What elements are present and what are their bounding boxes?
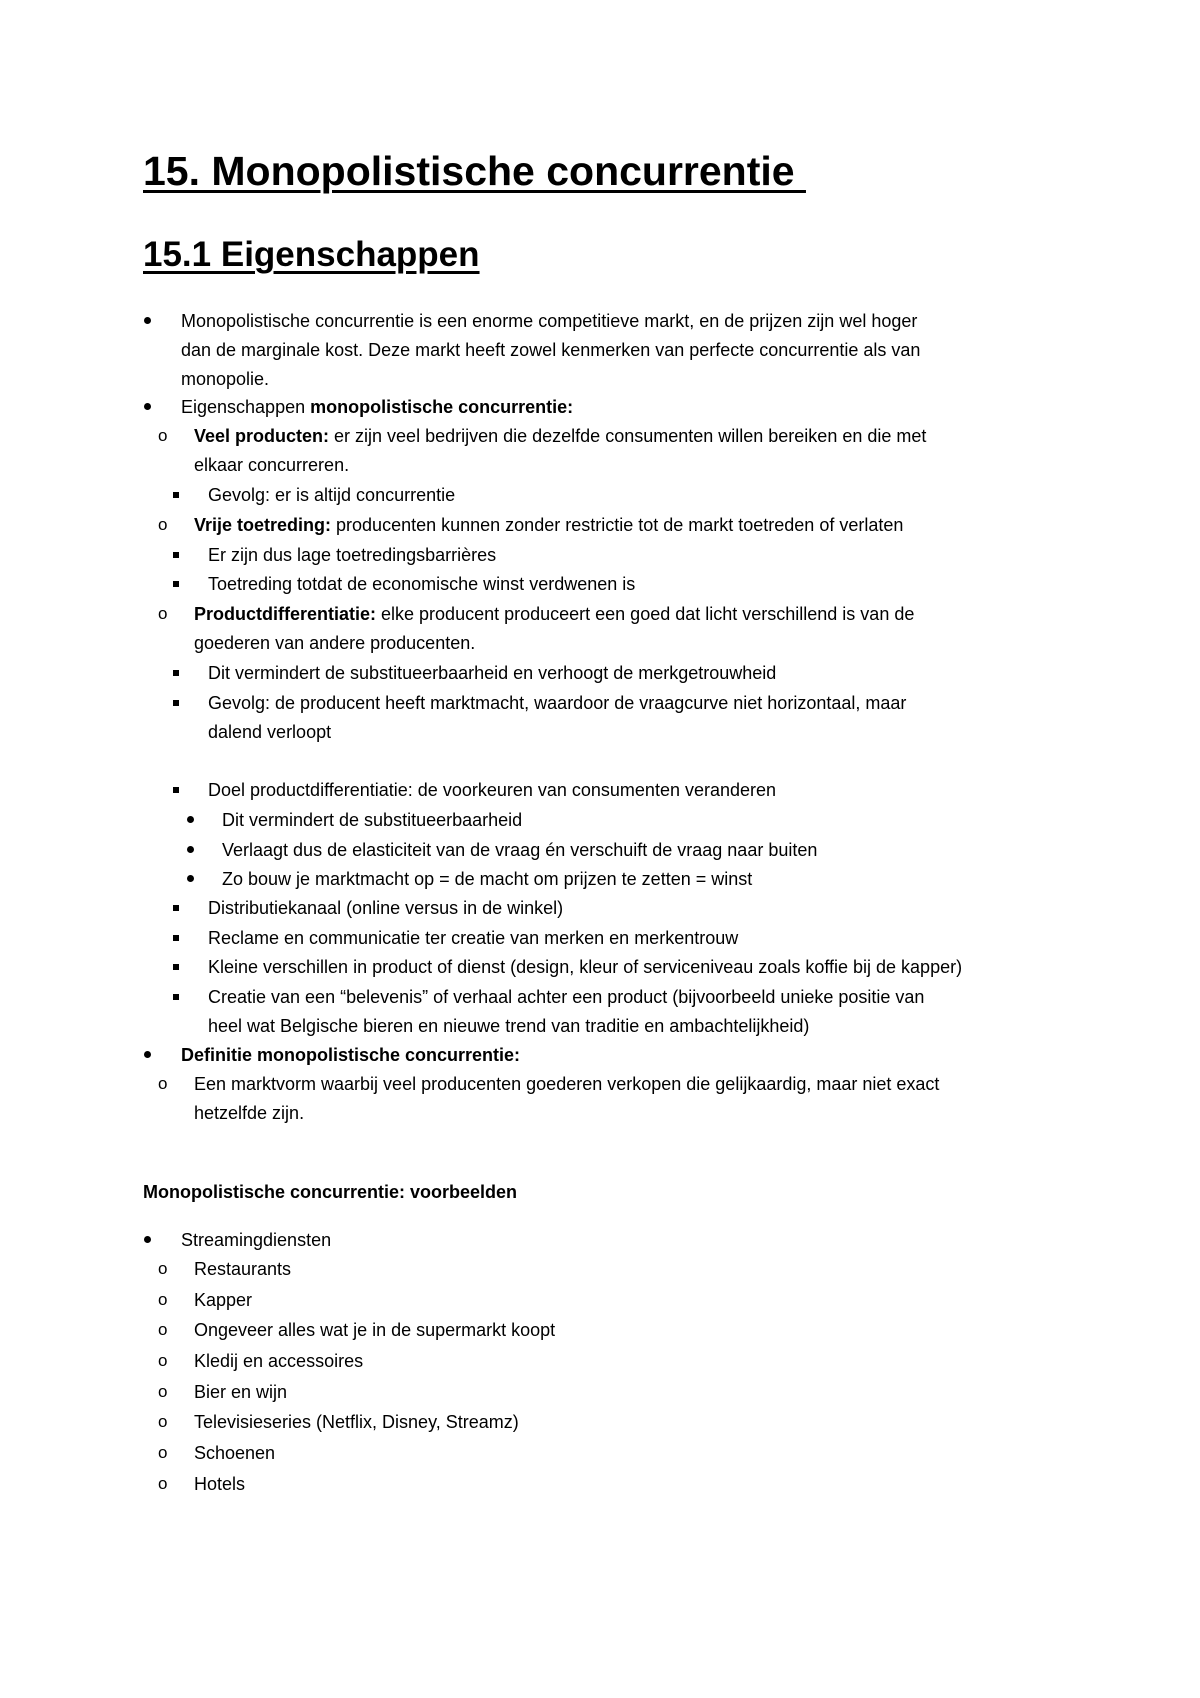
list-item: Productdifferentiatie: elke producent produceert een goed dat licht verschillend is van de	[194, 604, 915, 624]
bullet-icon	[187, 846, 194, 853]
bullet-icon	[144, 403, 151, 410]
paragraph-line: elkaar concurreren.	[194, 455, 350, 475]
paragraph-line: dalend verloopt	[208, 722, 332, 742]
circle-bullet-icon: o	[158, 515, 168, 534]
examples-heading: Monopolistische concurrentie: voorbeelden	[143, 1182, 518, 1202]
list-item: Kleine verschillen in product of dienst (design, kleur of serviceniveau zoals koffie bij de kapper)	[208, 957, 963, 977]
square-bullet-icon	[173, 492, 179, 498]
circle-bullet-icon: o	[158, 1320, 168, 1339]
square-bullet-icon	[173, 700, 179, 706]
list-item: Televisieseries (Netflix, Disney, Streamz)	[194, 1412, 519, 1432]
bullet-icon	[187, 816, 194, 823]
section-heading: 15.1 Eigenschappen	[143, 235, 480, 274]
square-bullet-icon	[173, 935, 179, 941]
circle-bullet-icon: o	[158, 1259, 168, 1278]
circle-bullet-icon: o	[158, 1382, 168, 1401]
square-bullet-icon	[173, 905, 179, 911]
list-item: Restaurants	[194, 1259, 292, 1279]
bullet-icon	[144, 317, 151, 324]
circle-bullet-icon: o	[158, 1074, 168, 1093]
list-item: Definitie monopolistische concurrentie:	[181, 1045, 521, 1065]
list-item: Creatie van een “belevenis” of verhaal achter een product (bijvoorbeeld unieke positie van	[208, 987, 925, 1007]
list-item: Doel productdifferentiatie: de voorkeuren van consumenten veranderen	[208, 780, 777, 800]
circle-bullet-icon: o	[158, 1351, 168, 1370]
list-item: Hotels	[194, 1474, 246, 1494]
paragraph-line: Monopolistische concurrentie is een enorme competitieve markt, en de prijzen zijn wel hoger	[181, 311, 918, 331]
circle-bullet-icon: o	[158, 1290, 168, 1309]
list-item: Gevolg: er is altijd concurrentie	[208, 485, 456, 505]
square-bullet-icon	[173, 787, 179, 793]
list-item: Gevolg: de producent heeft marktmacht, waardoor de vraagcurve niet horizontaal, maar	[208, 693, 907, 713]
list-item: Toetreding totdat de economische winst verdwenen is	[208, 574, 636, 594]
list-item: Kledij en accessoires	[194, 1351, 364, 1371]
list-item: Ongeveer alles wat je in de supermarkt koopt	[194, 1320, 556, 1340]
circle-bullet-icon: o	[158, 426, 168, 445]
list-item: Dit vermindert de substitueerbaarheid	[222, 810, 523, 830]
circle-bullet-icon: o	[158, 1443, 168, 1462]
square-bullet-icon	[173, 670, 179, 676]
paragraph-line: heel wat Belgische bieren en nieuwe trend van traditie en ambachtelijkheid)	[208, 1016, 810, 1036]
list-item: Vrije toetreding: producenten kunnen zonder restrictie tot de markt toetreden of verlaten	[194, 515, 904, 535]
paragraph-line: dan de marginale kost. Deze markt heeft zowel kenmerken van perfecte concurrentie als van	[181, 340, 921, 360]
square-bullet-icon	[173, 964, 179, 970]
bullet-icon	[187, 875, 194, 882]
page-title: 15. Monopolistische concurrentie	[143, 148, 806, 194]
square-bullet-icon	[173, 552, 179, 558]
list-item: Schoenen	[194, 1443, 276, 1463]
list-item: Er zijn dus lage toetredingsbarrières	[208, 545, 497, 565]
list-item: Streamingdiensten	[181, 1230, 332, 1250]
list-item: Verlaagt dus de elasticiteit van de vraag én verschuift de vraag naar buiten	[222, 840, 818, 860]
list-item: Zo bouw je marktmacht op = de macht om prijzen te zetten = winst	[222, 869, 753, 889]
list-item: Distributiekanaal (online versus in de winkel)	[208, 898, 564, 918]
list-item: Bier en wijn	[194, 1382, 288, 1402]
paragraph-line: hetzelfde zijn.	[194, 1103, 305, 1123]
paragraph-line: monopolie.	[181, 369, 270, 389]
list-item: Reclame en communicatie ter creatie van merken en merkentrouw	[208, 928, 739, 948]
circle-bullet-icon: o	[158, 1412, 168, 1431]
bullet-icon	[144, 1236, 151, 1243]
bullet-icon	[144, 1051, 151, 1058]
list-item: Een marktvorm waarbij veel producenten goederen verkopen die gelijkaardig, maar niet exact	[194, 1074, 940, 1094]
list-item: Dit vermindert de substitueerbaarheid en verhoogt de merkgetrouwheid	[208, 663, 777, 683]
square-bullet-icon	[173, 994, 179, 1000]
paragraph-line: goederen van andere producenten.	[194, 633, 476, 653]
circle-bullet-icon: o	[158, 604, 168, 623]
list-item: Eigenschappen monopolistische concurrentie:	[181, 397, 574, 417]
circle-bullet-icon: o	[158, 1474, 168, 1493]
list-item: Veel producten: er zijn veel bedrijven die dezelfde consumenten willen bereiken en die met	[194, 426, 927, 446]
square-bullet-icon	[173, 581, 179, 587]
list-item: Kapper	[194, 1290, 253, 1310]
